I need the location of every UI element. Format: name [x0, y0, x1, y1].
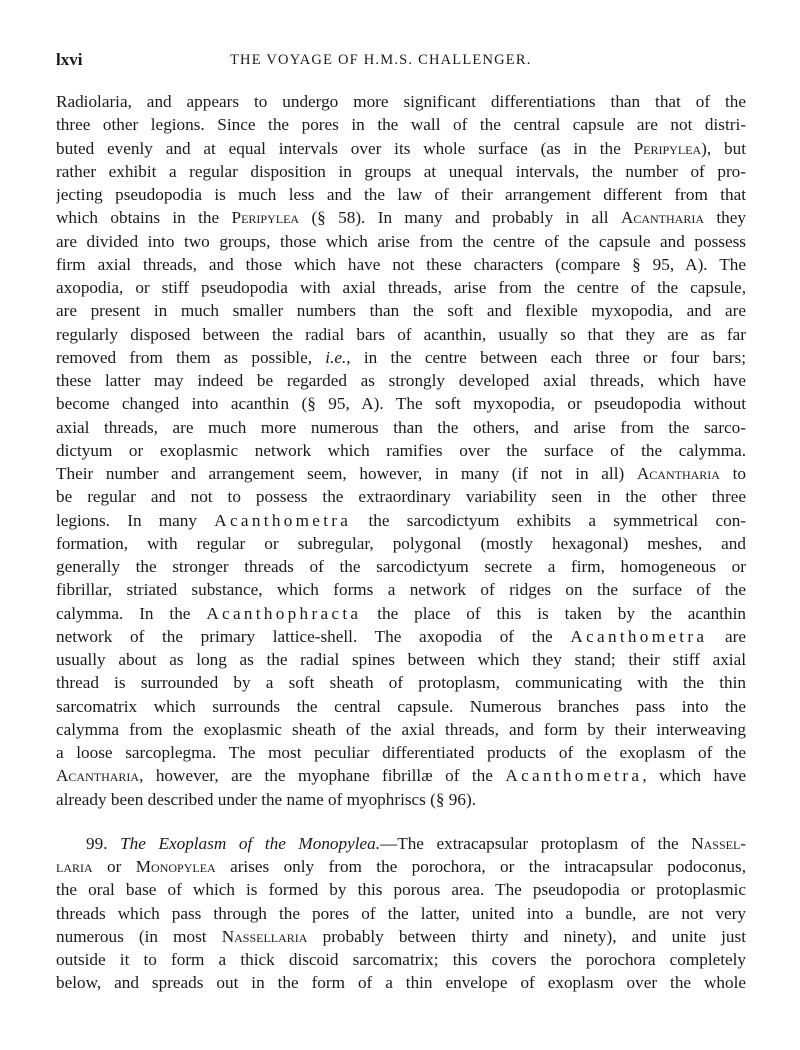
- italic-text: The Exoplasm of the Monopylea.: [120, 833, 381, 853]
- text-line: [56, 90, 746, 113]
- text-segment: below, and spreads out in the form of a thin envelope of exoplasm over the whole: [56, 973, 746, 993]
- text-segment: rather exhibit a regular disposition in groups at unequal intervals, the number of pro-: [56, 161, 746, 181]
- text-segment: the place of this is taken by the acanthin: [361, 603, 746, 623]
- paragraph-acantharia-exoplasm: [56, 90, 746, 811]
- text-segment: generally the stronger threads of the sarcodictyum secrete a firm, homogeneous or: [56, 557, 746, 576]
- text-line: [56, 625, 746, 648]
- text-segment: , in the centre between each three or four bars;: [346, 347, 746, 367]
- text-line: [56, 532, 746, 555]
- text-line: [56, 695, 746, 718]
- text-segment: , which have: [642, 766, 746, 786]
- text-segment: removed from them as possible,: [56, 347, 326, 367]
- text-line: [56, 230, 746, 253]
- text-line: [56, 671, 746, 694]
- text-line: [56, 462, 746, 485]
- text-segment: numerous (in most: [56, 926, 222, 946]
- small-caps-term: laria: [56, 857, 93, 876]
- text-segment: be regular and not to possess the extraordinary variability seen in the other three: [56, 487, 746, 507]
- text-segment: axial threads, are much more numerous than the others, and arise from the sarco-: [56, 417, 746, 437]
- text-segment: are: [707, 626, 746, 646]
- text-line: [56, 253, 746, 276]
- paragraph-gap: [56, 811, 746, 832]
- text-segment: the sarcodictyum exhibits a symmetrical con-: [351, 510, 746, 530]
- text-segment: network of the primary lattice-shell. The axopodia of the: [56, 626, 571, 646]
- text-line: [56, 509, 746, 532]
- text-segment: a loose sarcoplegma. The most peculiar differentiated products of the exoplasm of the: [56, 743, 746, 762]
- text-segment: axopodia, or stiff pseudopodia with axial threads, arise from the centre of the capsule,: [56, 278, 746, 297]
- text-segment: —The extracapsular protoplasm of the: [380, 833, 692, 853]
- small-caps-term: Acantharia: [636, 464, 720, 483]
- text-line: [56, 948, 746, 971]
- running-title: THE VOYAGE OF H.M.S. CHALLENGER.: [230, 52, 532, 68]
- text-line: [56, 206, 746, 229]
- text-segment: thread is surrounded by a soft sheath of protoplasm, communicating with the thin: [56, 673, 746, 693]
- text-segment: three other legions. Since the pores in the wall of the central capsule are not distri-: [56, 115, 746, 135]
- text-segment: (§ 58). In many and probably in all: [299, 208, 621, 228]
- text-segment: Their number and arrangement seem, however, in many (if not in all): [56, 464, 637, 483]
- text-line: [56, 878, 746, 901]
- small-caps-term: Nassellaria: [221, 926, 308, 946]
- text-segment: formation, with regular or subregular, polygonal (mostly hexagonal) meshes, and: [56, 533, 746, 553]
- body-text: [56, 90, 746, 995]
- text-line: [56, 555, 746, 578]
- small-caps-term: Peripylea: [633, 138, 702, 158]
- text-segment: Radiolaria, and appears to undergo more significant differentiations than that of the: [56, 92, 746, 111]
- small-caps-term: Acantharia: [56, 766, 140, 786]
- text-segment: these latter may indeed be regarded as strongly developed axial threads, which have: [56, 371, 746, 390]
- text-segment: probably between thirty and ninety), and unite just: [307, 926, 746, 946]
- text-line: [56, 925, 746, 948]
- text-line: [56, 788, 746, 811]
- text-line: [56, 578, 746, 601]
- spaced-genus-name: Acanthometra: [214, 510, 352, 530]
- text-segment: regularly disposed between the radial bars of acanthin, usually so that they are as far: [56, 324, 746, 344]
- text-segment: buted evenly and at equal intervals over its whole surface (as in the: [56, 138, 634, 158]
- text-segment: to: [719, 464, 746, 483]
- text-line: [56, 346, 746, 369]
- italic-text: i.e.: [325, 347, 347, 367]
- small-caps-term: Nassel-: [691, 833, 746, 853]
- page-header: [56, 50, 746, 74]
- text-line: [56, 160, 746, 183]
- text-segment: calymma. In the: [56, 603, 207, 623]
- text-segment: which obtains in the: [56, 208, 232, 228]
- text-line: [56, 718, 746, 741]
- spaced-genus-name: Acanthophracta: [206, 603, 362, 623]
- text-segment: outside it to form a thick discoid sarcomatrix; this covers the porochora completely: [56, 950, 746, 969]
- small-caps-term: Monopylea: [135, 857, 216, 876]
- text-line: [56, 902, 746, 925]
- text-segment: dictyum or exoplasmic network which ramifies over the surface of the calymma.: [56, 440, 746, 460]
- text-segment: become changed into acanthin (§ 95, A). The soft myxopodia, or pseudopodia without: [56, 394, 746, 414]
- text-segment: ), but: [701, 138, 746, 158]
- small-caps-term: Acantharia: [620, 208, 705, 228]
- text-segment: calymma from the exoplasmic sheath of the axial threads, and form by their interweaving: [56, 719, 746, 739]
- text-line: [56, 439, 746, 462]
- text-line: [56, 113, 746, 136]
- text-segment: jecting pseudopodia is much less and the law of their arrangement different from that: [56, 185, 746, 204]
- text-line: [56, 648, 746, 671]
- text-line: [56, 137, 746, 160]
- text-line: [56, 602, 746, 625]
- text-segment: already been described under the name of myophriscs (§ 96).: [56, 789, 476, 809]
- text-line: [56, 299, 746, 322]
- text-segment: are present in much smaller numbers than the soft and flexible myxopodia, and are: [56, 301, 746, 321]
- text-segment: are divided into two groups, those which arise from the centre of the capsule and possess: [56, 231, 746, 251]
- text-segment: usually about as long as the radial spines between which they stand; their stiff axial: [56, 650, 746, 669]
- text-segment: fibrillar, striated substance, which forms a network of ridges on the surface of the: [56, 580, 746, 600]
- text-segment: firm axial threads, and those which have not these characters (compare § 95, A). The: [56, 254, 746, 274]
- text-segment: 99.: [86, 833, 121, 853]
- text-line: [56, 323, 746, 346]
- spaced-genus-name: Acanthometra: [505, 766, 643, 786]
- text-line: [56, 741, 746, 764]
- text-segment: sarcomatrix which surrounds the central capsule. Numerous branches pass into the: [56, 696, 746, 716]
- text-line: [56, 416, 746, 439]
- text-line: [56, 392, 746, 415]
- text-segment: threads which pass through the pores of the latter, united into a bundle, are not very: [56, 903, 746, 923]
- small-caps-term: Peripylea: [231, 208, 300, 228]
- text-segment: the oral base of which is formed by this porous area. The pseudopodia or protoplasmic: [56, 880, 746, 900]
- text-line: [56, 855, 746, 878]
- paragraph-monopylea-exoplasm: [56, 832, 746, 995]
- text-segment: or: [92, 857, 136, 876]
- text-line: [56, 832, 746, 855]
- text-segment: arises only from the porochora, or the intracapsular podoconus,: [215, 857, 746, 876]
- text-segment: , however, are the myophane fibrillæ of the: [139, 766, 506, 786]
- text-line: [56, 971, 746, 994]
- text-line: [56, 485, 746, 508]
- spaced-genus-name: Acanthometra: [570, 626, 708, 646]
- text-segment: they: [704, 208, 746, 228]
- text-line: [56, 183, 746, 206]
- text-line: [56, 764, 746, 787]
- text-line: [56, 276, 746, 299]
- text-segment: legions. In many: [56, 510, 215, 530]
- page-number: lxvi: [56, 50, 83, 69]
- text-line: [56, 369, 746, 392]
